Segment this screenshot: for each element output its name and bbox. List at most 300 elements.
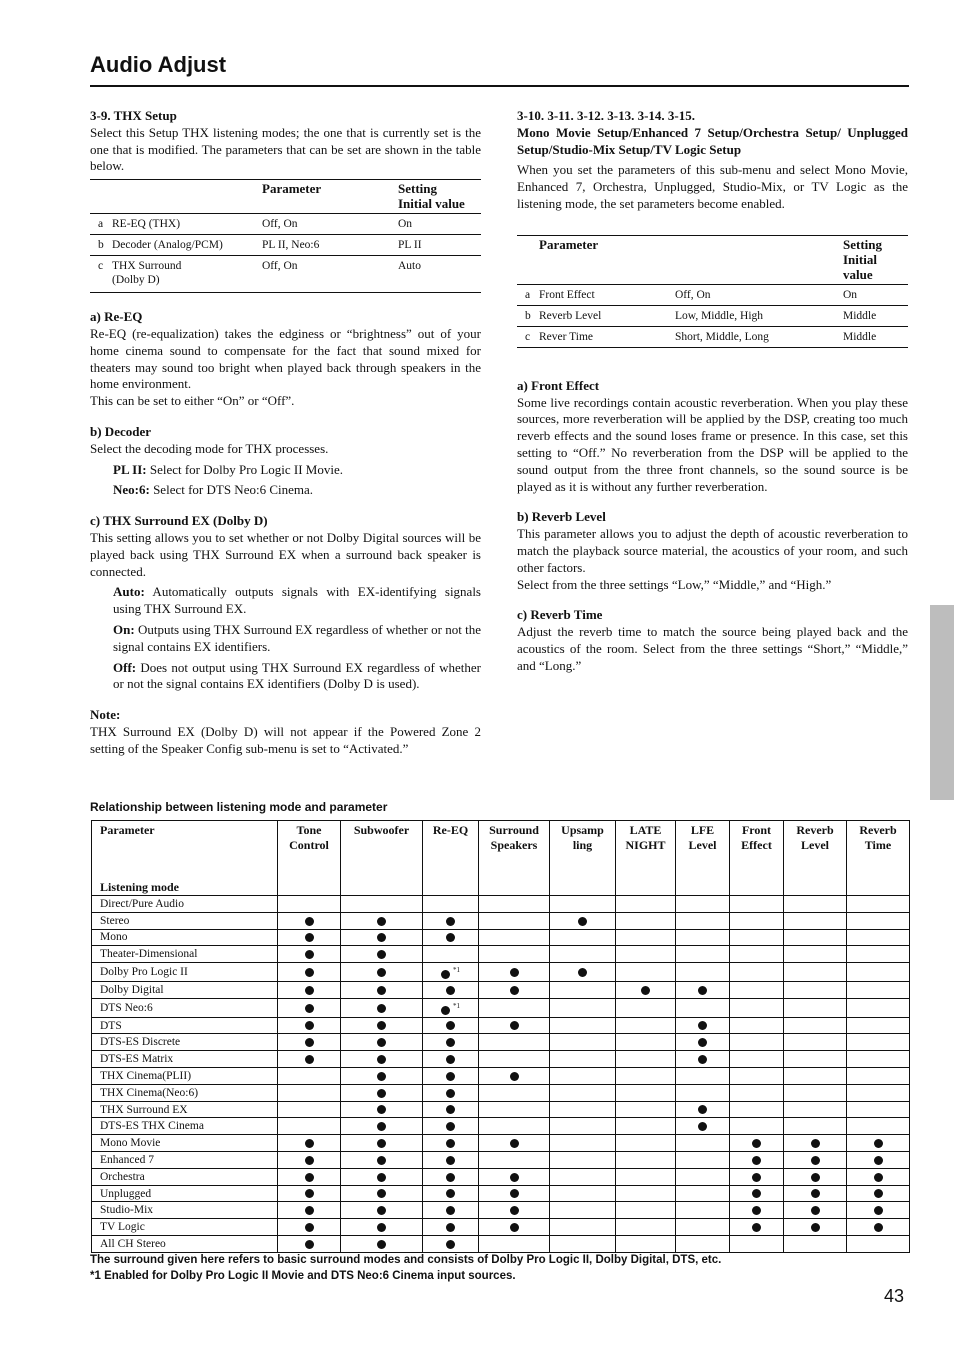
table-cell	[278, 1135, 341, 1152]
table-cell	[341, 1236, 423, 1253]
table-cell	[278, 1202, 341, 1219]
table-cell	[479, 896, 550, 913]
table-cell	[847, 1219, 910, 1236]
table-cell	[423, 1084, 479, 1101]
dot-marker	[446, 1105, 455, 1114]
dot-marker	[811, 1156, 820, 1165]
relationship-header-row	[92, 821, 910, 896]
table-cell	[550, 1202, 616, 1219]
table-cell	[847, 1236, 910, 1253]
dot-marker	[305, 1055, 314, 1064]
table-cell	[847, 912, 910, 929]
table-cell	[341, 1068, 423, 1085]
table-cell	[278, 1068, 341, 1085]
dot-marker	[811, 1206, 820, 1215]
dot-marker	[698, 986, 707, 995]
table-cell	[784, 1068, 847, 1085]
table-cell	[479, 963, 550, 982]
table-cell	[676, 1168, 730, 1185]
table-cell	[341, 1084, 423, 1101]
table-row	[92, 998, 910, 1017]
listening-mode-cell: All CH Stereo	[92, 1236, 278, 1253]
table-cell	[847, 1202, 910, 1219]
table-row: a RE-EQ (THX) Off, On On	[90, 214, 481, 235]
table-cell	[676, 963, 730, 982]
dot-marker	[446, 1156, 455, 1165]
table-cell	[616, 1118, 676, 1135]
re-eq-body: Re-EQ (re-equalization) takes the edginess or “brightness” out of your home cinema sound to compensate for the fact that sound mixed for theaters may sound too bright when played back through speakers in the home environment.	[90, 325, 481, 392]
table-cell	[784, 963, 847, 982]
dot-marker	[698, 1021, 707, 1030]
table-cell	[550, 1219, 616, 1236]
dot-marker	[874, 1189, 883, 1198]
dot-marker	[305, 950, 314, 959]
table-cell	[730, 1118, 784, 1135]
table-cell	[341, 912, 423, 929]
dot-marker	[377, 1156, 386, 1165]
table-cell	[550, 1084, 616, 1101]
table-cell	[784, 998, 847, 1017]
listening-mode-cell: Enhanced 7	[92, 1152, 278, 1169]
table-cell	[479, 982, 550, 999]
dot-marker	[305, 933, 314, 942]
table-cell	[730, 1068, 784, 1085]
table-cell	[616, 1168, 676, 1185]
table-cell	[847, 896, 910, 913]
reverb-level-body2: Select from the three settings “Low,” “Middle,” and “High.”	[517, 576, 832, 592]
table-cell	[550, 998, 616, 1017]
table-row	[92, 1068, 910, 1085]
column-header: Tone Control	[278, 821, 341, 896]
table-row	[92, 1185, 910, 1202]
dot-marker	[377, 1223, 386, 1232]
table-cell	[278, 1219, 341, 1236]
dot-marker	[305, 1021, 314, 1030]
listening-mode-cell: Theater-Dimensional	[92, 946, 278, 963]
re-eq-title: a) Re-EQ	[90, 309, 143, 325]
table-cell	[341, 1051, 423, 1068]
table-cell	[479, 1152, 550, 1169]
table-cell	[616, 946, 676, 963]
table-cell	[847, 982, 910, 999]
table-row	[92, 1202, 910, 1219]
table-cell	[847, 1118, 910, 1135]
dot-marker	[305, 1223, 314, 1232]
listening-mode-cell: DTS Neo:6	[92, 998, 278, 1017]
table-cell	[479, 1017, 550, 1034]
dot-marker	[510, 986, 519, 995]
dot-marker	[874, 1206, 883, 1215]
listening-mode-cell: THX Cinema(Neo:6)	[92, 1084, 278, 1101]
table-cell	[550, 1185, 616, 1202]
table-cell	[423, 1168, 479, 1185]
listening-mode-cell: Dolby Digital	[92, 982, 278, 999]
right-column	[517, 108, 908, 675]
table-cell	[784, 1051, 847, 1068]
table-cell	[676, 1236, 730, 1253]
table-cell	[730, 1034, 784, 1051]
dot-marker	[446, 986, 455, 995]
table-cell	[550, 1051, 616, 1068]
dot-marker	[874, 1223, 883, 1232]
table-cell	[278, 1168, 341, 1185]
table-cell	[784, 1034, 847, 1051]
table-cell	[278, 946, 341, 963]
footnote-mark: *1	[453, 966, 460, 975]
table-cell	[676, 1219, 730, 1236]
table-header-row	[517, 235, 908, 284]
dot-marker	[446, 933, 455, 942]
table-cell	[847, 1017, 910, 1034]
table-cell	[847, 1168, 910, 1185]
table-cell	[278, 896, 341, 913]
thx-surround-title: c) THX Surround EX (Dolby D)	[90, 513, 268, 529]
table-cell	[730, 1101, 784, 1118]
table-row	[92, 1152, 910, 1169]
table-cell	[423, 963, 479, 982]
table-cell	[847, 998, 910, 1017]
table-cell	[423, 912, 479, 929]
dot-marker	[578, 968, 587, 977]
table-cell	[479, 1185, 550, 1202]
table-cell	[676, 1034, 730, 1051]
relationship-title: Relationship between listening mode and parameter	[90, 800, 388, 814]
table-cell	[479, 1202, 550, 1219]
table-cell	[423, 1051, 479, 1068]
table-cell	[341, 1118, 423, 1135]
relationship-table	[91, 820, 910, 1253]
table-cell	[676, 912, 730, 929]
column-header: Re-EQ	[423, 821, 479, 896]
table-cell	[423, 1152, 479, 1169]
listening-mode-cell: THX Cinema(PLII)	[92, 1068, 278, 1085]
dot-marker	[446, 1189, 455, 1198]
table-cell	[278, 1084, 341, 1101]
table-cell	[423, 1219, 479, 1236]
table-cell	[341, 1017, 423, 1034]
dot-marker	[446, 1038, 455, 1047]
table-cell	[847, 963, 910, 982]
dot-marker	[305, 1038, 314, 1047]
table-cell	[730, 912, 784, 929]
thx-setup-title: 3-9. THX Setup	[90, 108, 177, 123]
dot-marker	[305, 968, 314, 977]
listening-mode-cell: Mono Movie	[92, 1135, 278, 1152]
header-parameter: Parameter	[258, 180, 394, 214]
table-cell	[847, 1034, 910, 1051]
table-row: a Front Effect Off, On On	[517, 284, 908, 305]
table-cell	[423, 1135, 479, 1152]
table-cell	[423, 896, 479, 913]
table-cell	[423, 946, 479, 963]
thx-setup-intro: Select this Setup THX listening modes; the one that is currently set is the one that is modified. The parameters that can be set are shown in the table below.	[90, 124, 481, 174]
table-cell	[784, 1084, 847, 1101]
table-cell	[784, 1168, 847, 1185]
table-cell	[616, 963, 676, 982]
table-cell	[341, 1152, 423, 1169]
table-cell	[479, 1084, 550, 1101]
table-cell	[423, 1236, 479, 1253]
table-row	[92, 929, 910, 946]
dot-marker	[752, 1139, 761, 1148]
note-title: Note:	[90, 707, 121, 723]
table-cell	[616, 1017, 676, 1034]
table-cell	[676, 1152, 730, 1169]
table-cell	[423, 1185, 479, 1202]
table-cell	[616, 998, 676, 1017]
decoder-body: Select the decoding mode for THX processes.	[90, 440, 329, 456]
table-cell	[278, 963, 341, 982]
dot-marker	[578, 917, 587, 926]
dot-marker	[446, 1021, 455, 1030]
front-effect-title: a) Front Effect	[517, 377, 600, 393]
table-cell	[423, 1068, 479, 1085]
dot-marker	[446, 1223, 455, 1232]
table-row	[92, 982, 910, 999]
dot-marker	[510, 968, 519, 977]
dot-marker	[641, 986, 650, 995]
table-cell	[616, 1152, 676, 1169]
dot-marker	[446, 1240, 455, 1249]
dot-marker	[874, 1173, 883, 1182]
table-cell	[616, 1101, 676, 1118]
table-cell	[616, 1068, 676, 1085]
table-cell	[784, 1135, 847, 1152]
table-cell	[730, 1135, 784, 1152]
table-cell	[784, 896, 847, 913]
dot-marker	[510, 1021, 519, 1030]
table-cell	[278, 1051, 341, 1068]
table-cell	[278, 1152, 341, 1169]
table-cell	[676, 1185, 730, 1202]
page-title: Audio Adjust	[90, 52, 227, 77]
dot-marker	[698, 1038, 707, 1047]
table-cell	[730, 896, 784, 913]
table-cell	[616, 1034, 676, 1051]
table-cell	[479, 1101, 550, 1118]
column-header: Reverb Time	[847, 821, 910, 896]
table-cell	[550, 1017, 616, 1034]
table-row	[92, 912, 910, 929]
table-row: b Decoder (Analog/PCM) PL II, Neo:6 PL II	[90, 235, 481, 256]
corner-header: Parameter Listening mode	[92, 821, 278, 896]
table-cell	[730, 982, 784, 999]
table-cell	[784, 946, 847, 963]
table-cell	[676, 1084, 730, 1101]
table-cell	[616, 982, 676, 999]
table-cell	[784, 1101, 847, 1118]
table-cell	[730, 998, 784, 1017]
dot-marker	[698, 1055, 707, 1064]
listening-mode-cell: THX Surround EX	[92, 1101, 278, 1118]
table-cell	[479, 1051, 550, 1068]
table-cell	[784, 1185, 847, 1202]
table-cell	[730, 929, 784, 946]
table-cell	[730, 1017, 784, 1034]
table-cell	[341, 982, 423, 999]
listening-mode-cell: Mono	[92, 929, 278, 946]
dot-marker	[811, 1139, 820, 1148]
table-cell	[847, 1152, 910, 1169]
dot-marker	[510, 1139, 519, 1148]
table-cell	[479, 946, 550, 963]
column-header: Subwoofer	[341, 821, 423, 896]
table-cell	[784, 912, 847, 929]
dot-marker	[305, 1206, 314, 1215]
dot-marker	[446, 1122, 455, 1131]
decoder-option-neo6: Neo:6: Select for DTS Neo:6 Cinema.	[113, 482, 314, 498]
table-cell	[676, 1068, 730, 1085]
table-cell	[479, 1219, 550, 1236]
column-header: Reverb Level	[784, 821, 847, 896]
table-cell	[341, 1185, 423, 1202]
dot-marker	[377, 1173, 386, 1182]
footnote-1: *1 Enabled for Dolby Pro Logic II Movie and DTS Neo:6 Cinema input sources.	[90, 1270, 516, 1282]
thx-surround-body: This setting allows you to set whether or not Dolby Digital sources will be played back using THX Surround EX when a surround back speaker is connected.	[90, 529, 481, 579]
dot-marker	[377, 1105, 386, 1114]
table-cell	[423, 982, 479, 999]
table-cell	[676, 998, 730, 1017]
listening-mode-cell: Studio-Mix	[92, 1202, 278, 1219]
column-header: LATE NIGHT	[616, 821, 676, 896]
table-cell	[676, 1135, 730, 1152]
table-row	[92, 1118, 910, 1135]
table-cell	[550, 1068, 616, 1085]
table-cell	[550, 963, 616, 982]
table-cell	[730, 1219, 784, 1236]
re-eq-body2: This can be set to either “On” or “Off”.	[90, 393, 295, 409]
table-cell	[730, 1084, 784, 1101]
table-cell	[341, 1168, 423, 1185]
footnote-mark: *1	[453, 1001, 460, 1010]
table-cell	[676, 946, 730, 963]
table-cell	[730, 946, 784, 963]
dot-marker	[874, 1156, 883, 1165]
table-cell	[676, 1017, 730, 1034]
table-cell	[341, 946, 423, 963]
table-cell	[847, 1135, 910, 1152]
dot-marker	[510, 1173, 519, 1182]
table-row	[92, 1084, 910, 1101]
column-header: Upsamp ling	[550, 821, 616, 896]
table-cell	[847, 929, 910, 946]
dot-marker	[377, 1004, 386, 1013]
table-cell	[730, 1185, 784, 1202]
table-cell	[423, 998, 479, 1017]
table-cell	[616, 912, 676, 929]
table-cell	[278, 982, 341, 999]
table-cell	[341, 896, 423, 913]
side-tab	[930, 605, 954, 800]
table-cell	[550, 1168, 616, 1185]
dot-marker	[752, 1223, 761, 1232]
thx-surround-option-on: On: Outputs using THX Surround EX regardless of whether or not the signal contains EX identifiers.	[113, 621, 481, 654]
table-cell	[616, 1202, 676, 1219]
table-cell	[784, 1017, 847, 1034]
table-row	[92, 1168, 910, 1185]
table-cell	[676, 1051, 730, 1068]
table-cell	[550, 1135, 616, 1152]
table-cell	[730, 1051, 784, 1068]
dot-marker	[752, 1206, 761, 1215]
setup-title-names: Mono Movie Setup/Enhanced 7 Setup/Orchestra Setup/ Unplugged Setup/Studio-Mix Setup/TV Logic Setup	[517, 124, 908, 157]
table-cell	[616, 1219, 676, 1236]
dot-marker	[377, 1206, 386, 1215]
dot-marker	[377, 1139, 386, 1148]
dot-marker	[441, 970, 450, 979]
table-row: b Reverb Level Low, Middle, High Middle	[517, 305, 908, 326]
table-cell	[616, 929, 676, 946]
table-cell	[423, 1202, 479, 1219]
column-header: LFE Level	[676, 821, 730, 896]
listening-mode-cell: DTS-ES THX Cinema	[92, 1118, 278, 1135]
table-cell	[341, 1135, 423, 1152]
table-row: c Rever Time Short, Middle, Long Middle	[517, 326, 908, 347]
table-cell	[676, 929, 730, 946]
table-row	[92, 1135, 910, 1152]
table-cell	[616, 896, 676, 913]
column-header: Surround Speakers	[479, 821, 550, 896]
table-cell	[550, 929, 616, 946]
dot-marker	[874, 1139, 883, 1148]
table-cell	[278, 1185, 341, 1202]
table-cell	[784, 1152, 847, 1169]
reverb-level-body: This parameter allows you to adjust the depth of acoustic reverberation to match the playback source material, the acoustics of your room, and such other factors.	[517, 526, 908, 575]
table-cell	[423, 1017, 479, 1034]
dot-marker	[305, 917, 314, 926]
footer-note: The surround given here refers to basic surround modes and consists of Dolby Pro Logic II, Dolby Digital, DTS, etc.	[90, 1254, 722, 1266]
dot-marker	[752, 1173, 761, 1182]
column-header: Front Effect	[730, 821, 784, 896]
table-cell	[550, 896, 616, 913]
table-cell	[278, 1034, 341, 1051]
dot-marker	[698, 1122, 707, 1131]
dot-marker	[377, 1189, 386, 1198]
table-header-row	[90, 180, 481, 214]
table-row	[92, 1101, 910, 1118]
table-cell	[616, 1185, 676, 1202]
dot-marker	[446, 1206, 455, 1215]
dot-marker	[446, 1173, 455, 1182]
table-cell	[550, 1152, 616, 1169]
page-number: 43	[884, 1286, 905, 1306]
table-row	[92, 1034, 910, 1051]
front-effect-body: Some live recordings contain acoustic reverberation. When you play these sources, more reverberation will be applied by the DSP, creating too much reverb effects and the sound loses frame or presence. In this case, set this setting to “Off.” No reverberation from the DSP will be applied to the sound output from the three front channels, so the sound source is be played as it is without any further reverberation.	[517, 394, 908, 494]
setup-table	[517, 235, 908, 348]
table-cell	[676, 1101, 730, 1118]
dot-marker	[446, 1139, 455, 1148]
table-cell	[278, 998, 341, 1017]
table-cell	[479, 929, 550, 946]
listening-mode-cell: Dolby Pro Logic II	[92, 963, 278, 982]
dot-marker	[377, 968, 386, 977]
table-cell	[784, 982, 847, 999]
table-cell	[676, 982, 730, 999]
dot-marker	[377, 1089, 386, 1098]
dot-marker	[305, 1173, 314, 1182]
table-cell	[730, 1236, 784, 1253]
table-cell	[341, 1101, 423, 1118]
table-cell	[341, 1034, 423, 1051]
dot-marker	[441, 1006, 450, 1015]
table-cell	[479, 1168, 550, 1185]
table-cell	[278, 1101, 341, 1118]
table-cell	[616, 1135, 676, 1152]
table-cell	[616, 1051, 676, 1068]
table-cell	[423, 929, 479, 946]
listening-mode-cell: DTS	[92, 1017, 278, 1034]
dot-marker	[377, 1021, 386, 1030]
